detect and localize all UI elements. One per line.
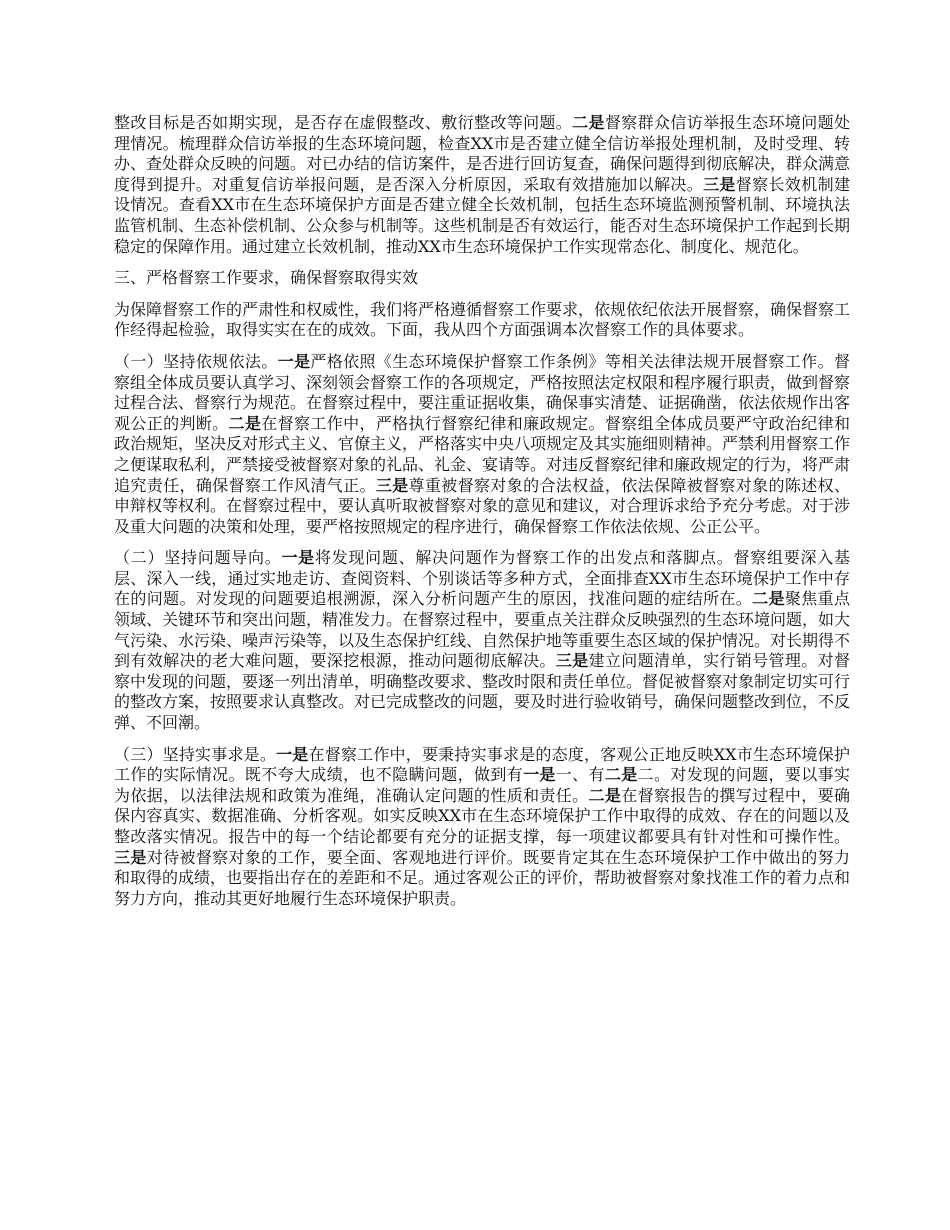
text-run: 二。对发现的问题，要以事实为依据，以法律法规和政策为准绳，准确认定问题的性质和责任。	[114, 765, 850, 805]
text-run: （三）坚持实事求是。	[114, 744, 277, 764]
text-run: 督察长效机制建设情况。查看XX市在生态环境保护方面是否建立健全长效机制，包括生态环境监测预警机制、环境执法监管机制、生态补偿机制、公众参与机制等。这些机制是否有效运行，能否对生态环境保护工作起到长期稳定的保障作用。通过建立长效机制，推动XX市生态环境保护工作实现常态化、制度化、规范化。	[114, 174, 851, 256]
text-run: 督察群众信访举报生态环境问题处理情况。梳理群众信访举报的生态环境问题，检查XX市是否建立健全信访举报处理机制，及时受理、转办、查处群众反映的问题。对已办结的信访案件，是否进行回访复查，确保问题得到彻底解决，群众满意度得到提升。对重复信访举报问题，是否深入分析原因，采取有效措施加以解决。	[114, 113, 851, 194]
emphasis-marker: 三是	[114, 847, 147, 867]
paragraph-supervision-items-continued	[114, 113, 850, 257]
emphasis-marker: 一是	[281, 548, 315, 568]
emphasis-marker: 二是	[572, 113, 605, 132]
emphasis-marker: 二是	[588, 785, 622, 805]
text-run: 整改目标是否如期实现，是否存在虚假整改、敷衍整改等问题。	[114, 113, 573, 132]
paragraph-requirement-2-problem-oriented	[114, 548, 850, 733]
text-run: 为保障督察工作的严肃性和权威性，我们将严格遵循督察工作要求，依规依纪依法开展督察，确保督察工作经得起检验，取得实实在在的成效。下面，我从四个方面强调本次督察工作的具体要求。	[114, 299, 851, 340]
emphasis-marker: 三是	[555, 651, 589, 671]
paragraph-requirement-3-fact-based	[114, 745, 850, 910]
emphasis-marker: 三是	[703, 174, 736, 194]
emphasis-marker: 一是	[276, 744, 309, 764]
section-heading-3	[114, 268, 850, 289]
text-run: （二）坚持问题导向。	[114, 548, 282, 568]
emphasis-marker: 一是	[523, 765, 556, 785]
text-run: 建立问题清单，实行销号管理。对督察中发现的问题，要逐一列出清单，明确整改要求、整改时限和责任单位。督促被督察对象制定切实可行的整改方案，按照要求认真整改。对已完成整改的问题，要及时进行验收销号，确保问题整改到位，不反弹、不回潮。	[114, 651, 851, 733]
text-run: 将发现问题、解决问题作为督察工作的出发点和落脚点。督察组要深入基层、深入一线，通过实地走访、查阅资料、个别谈话等多种方式，全面排查XX市生态环境保护工作中存在的问题。对发现的问题要追根溯源，深入分析问题产生的原因，找准问题的症结所在。	[114, 548, 850, 609]
text-run: 一、有	[555, 765, 605, 785]
text-run: 对待被督察对象的工作，要全面、客观地进行评价。既要肯定其在生态环境保护工作中做出的努力和取得的成绩，也要指出存在的差距和不足。通过客观公正的评价，帮助被督察对象找准工作的着力点和努力方向，推动其更好地履行生态环境保护职责。	[114, 847, 851, 908]
text-run: 聚焦重点领域、关键环节和突出问题，精准发力。在督察过程中，要重点关注群众反映强烈的生态环境问题，如大气污染、水污染、噪声污染等，以及生态保护红线、自然保护地等重要生态区域的保护情况。对长期得不到有效解决的老大难问题，要深挖根源，推动问题彻底解决。	[114, 589, 851, 671]
text-run: 在督察工作中，要秉持实事求是的态度，客观公正地反映XX市生态环境保护工作的实际情况。既不夸大成绩，也不隐瞒问题，做到有	[114, 744, 850, 785]
text-run: 在督察工作中，严格执行督察纪律和廉政规定。督察组全体成员要严守政治纪律和政治规矩，坚决反对形式主义、官僚主义，严格落实中央八项规定及其实施细则精神。严禁利用督察工作之便谋取私利，严禁接受被督察对象的礼品、礼金、宴请等。对违反督察纪律和廉政规定的行为，将严肃追究责任，确保督察工作风清气正。	[114, 413, 851, 495]
text-run: 在督察报告的撰写过程中，要确保内容真实、数据准确、分析客观。如实反映XX市在生态环境保护工作中取得的成效、存在的问题以及整改落实情况。报告中的每一个结论都要有充分的证据支撑，每一项建议都要具有针对性和可操作性。	[114, 785, 850, 846]
text-run: 尊重被督察对象的合法权益，依法保障被督察对象的陈述权、申辩权等权利。在督察过程中，要认真听取被督察对象的意见和建议，对合理诉求给予充分考虑。对于涉及重大问题的决策和处理，要严格按照规定的程序进行，确保督察工作依法依规、公正公平。	[114, 475, 851, 536]
paragraph-section-3-intro	[114, 300, 850, 341]
document-page	[114, 113, 850, 920]
emphasis-marker: 二是	[604, 765, 638, 785]
emphasis-marker: 二是	[228, 413, 262, 433]
text-run: 三、严格督察工作要求，确保督察取得实效	[114, 268, 419, 288]
emphasis-marker: 二是	[752, 589, 785, 609]
text-run: （一）坚持依规依法。	[114, 351, 278, 371]
emphasis-marker: 一是	[277, 351, 311, 371]
emphasis-marker: 三是	[375, 475, 409, 495]
paragraph-requirement-1-law	[114, 352, 850, 537]
text-run: 严格依照《生态环境保护督察工作条例》等相关法律法规开展督察工作。督察组全体成员要认真学习、深刻领会督察工作的各项规定，严格按照法定权限和程序履行职责，做到督察过程合法、督察行为规范。在督察过程中，要注重证据收集，确保事实清楚、证据确凿，依法依规作出客观公正的判断。	[114, 351, 851, 433]
